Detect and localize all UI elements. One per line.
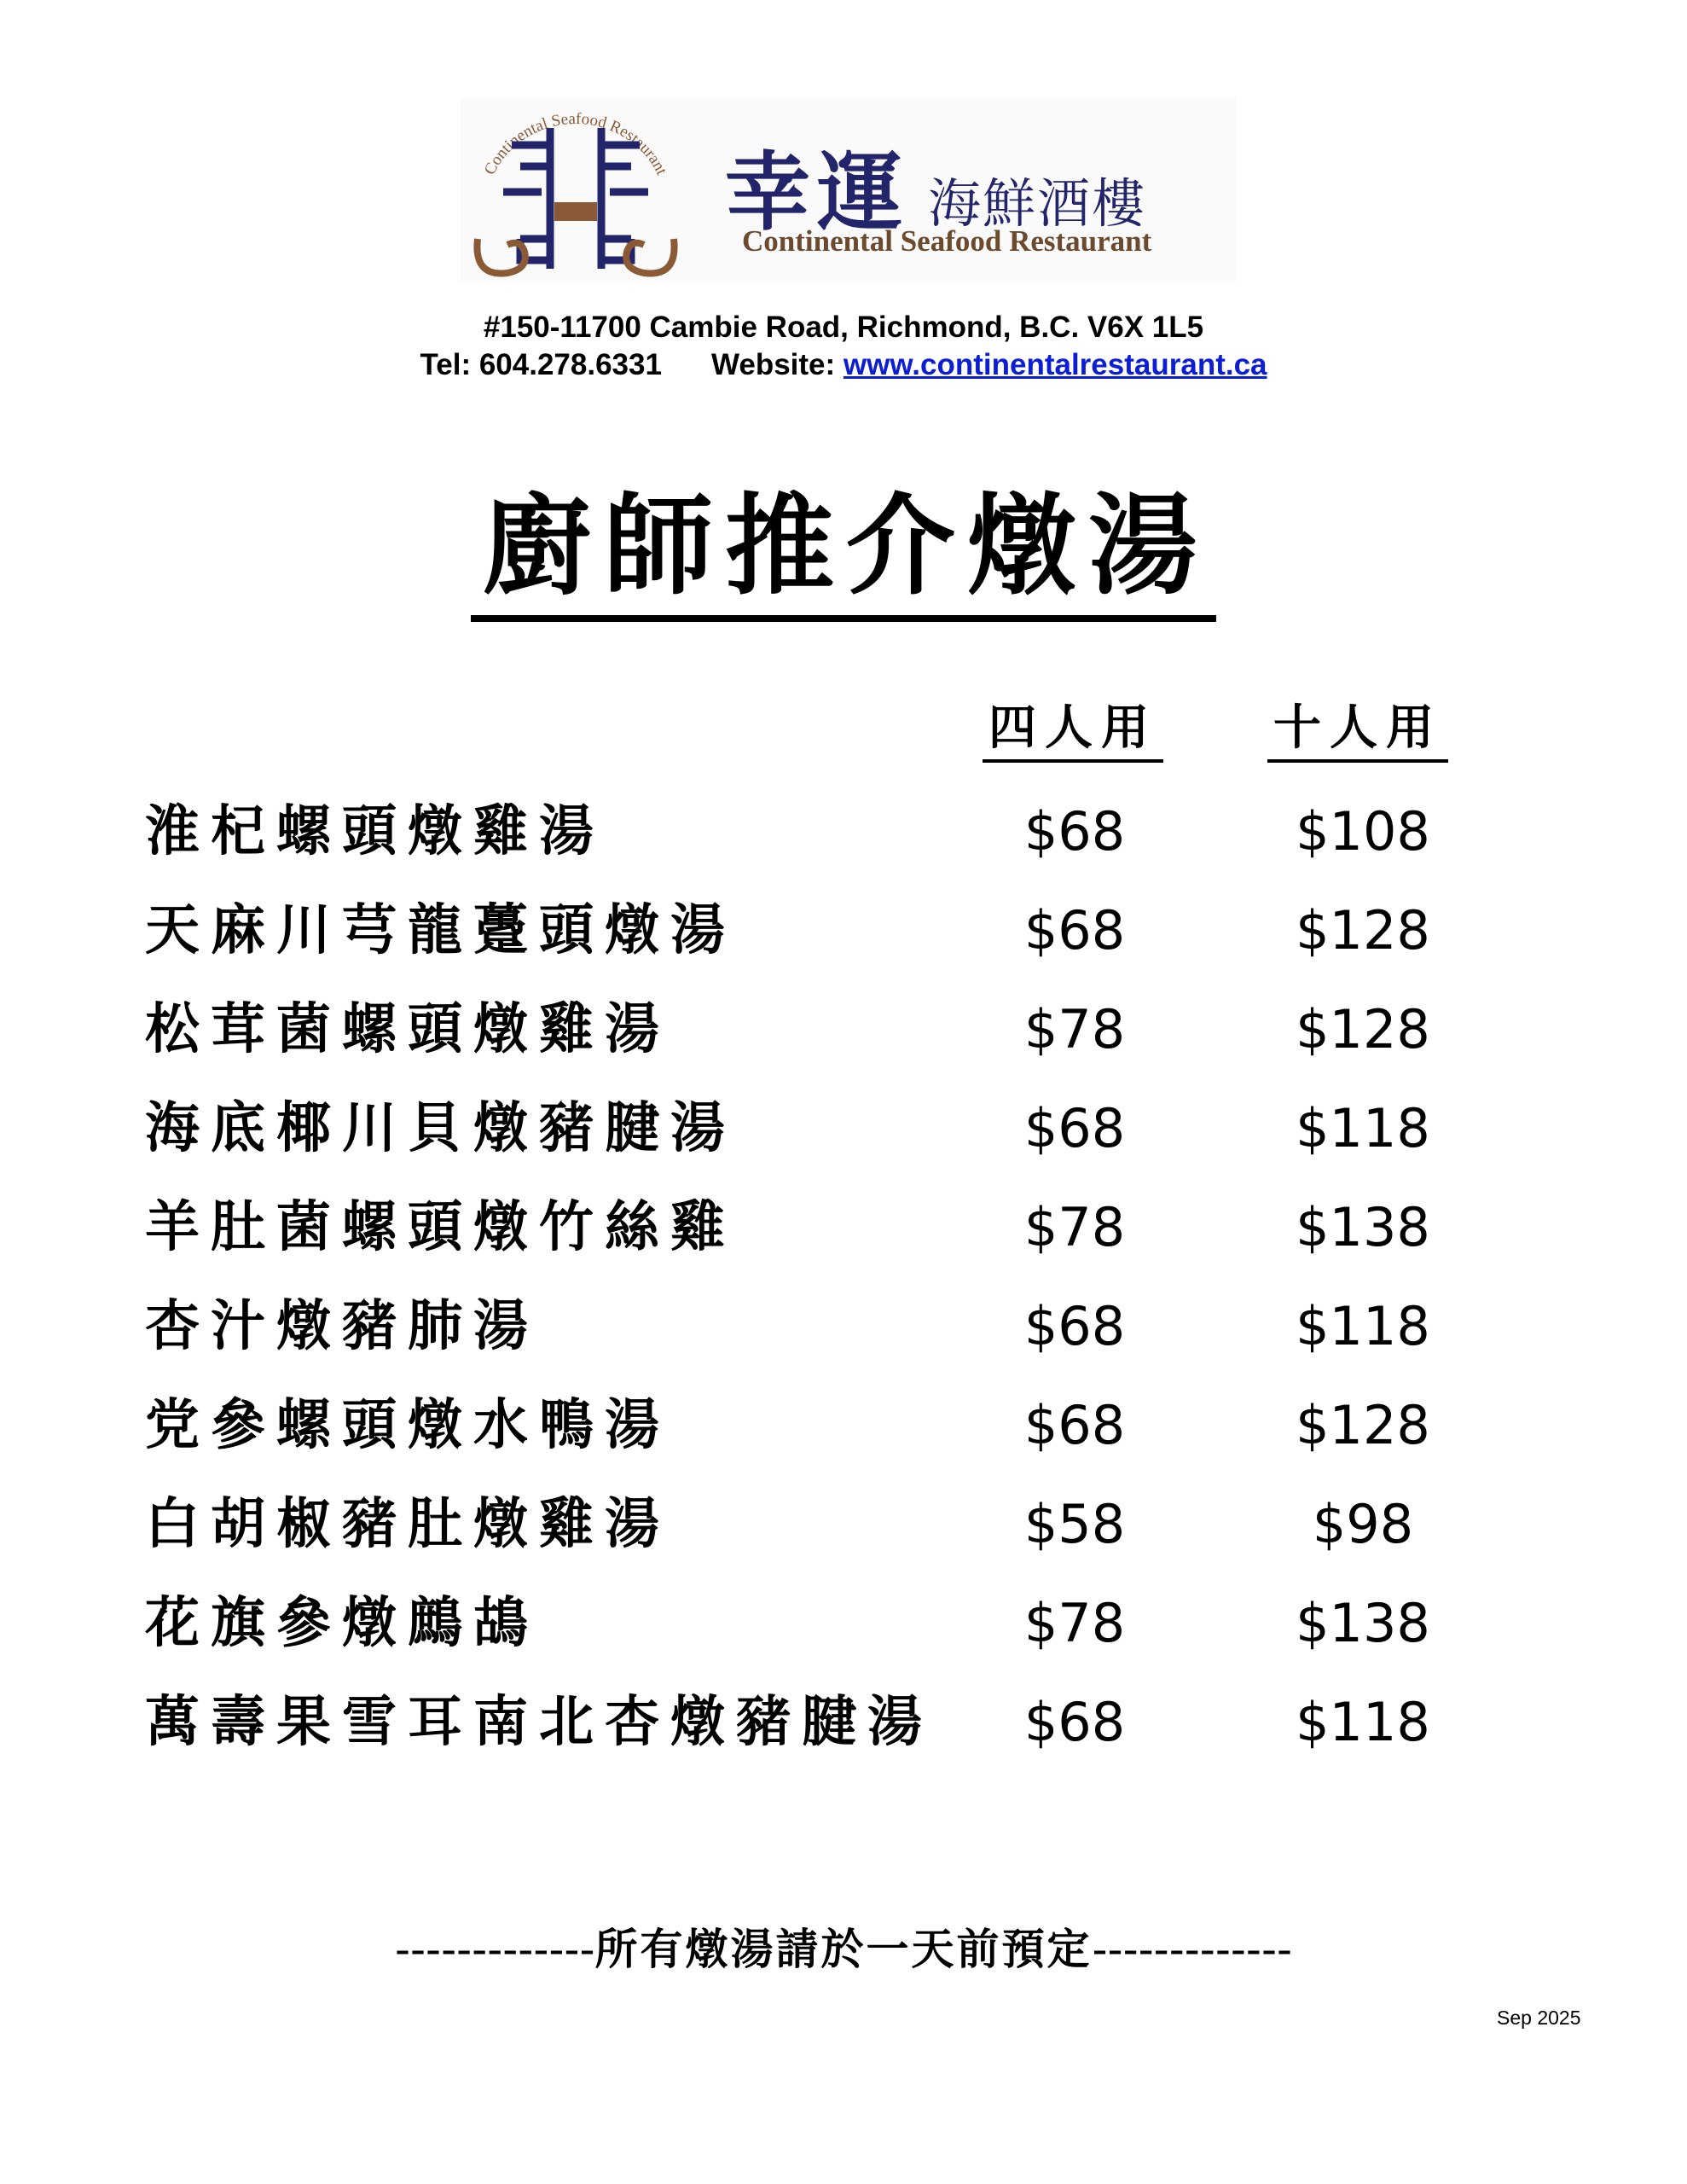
menu-row [145,1585,1475,1662]
restaurant-name-english: Continental Seafood Restaurant [742,224,1152,258]
price-serves-four: $68 [1023,800,1126,863]
website-link[interactable]: www.continentalrestaurant.ca [843,348,1267,381]
column-header-serves-ten: 十人用 [1267,700,1448,763]
price-serves-ten: $118 [1296,1097,1430,1159]
website-label: Website: [710,348,836,381]
dish-name: 海底椰川貝燉豬腱湯 [145,1096,736,1160]
brand-name-cn: 幸運 [725,142,909,242]
tel-number: 604.278.6331 [478,348,662,381]
menu-row [145,1486,1475,1563]
dish-name: 杏汁燉豬肺湯 [145,1294,539,1358]
contact-block [0,309,1687,384]
menu-date: Sep 2025 [1497,2007,1581,2029]
dish-name: 羊肚菌螺頭燉竹絲雞 [145,1195,736,1259]
dish-name: 花旗參燉鷓鴣 [145,1591,539,1655]
tel-label: Tel: [420,348,472,381]
page-title [0,482,1687,622]
price-serves-ten: $118 [1296,1295,1430,1357]
column-header-serves-four: 四人用 [983,700,1163,763]
price-serves-four: $68 [1023,899,1126,961]
menu-row [145,991,1475,1068]
price-serves-ten: $108 [1296,800,1430,863]
svg-text:Continental Seafood Restaurant: Continental Seafood Restaurant [480,109,671,178]
menu-row [145,1684,1475,1761]
price-serves-four: $78 [1023,998,1126,1060]
dish-name: 萬壽果雪耳南北杏燉豬腱湯 [145,1690,933,1754]
price-serves-ten: $138 [1296,1196,1430,1258]
dish-name: 党參螺頭燉水鴨湯 [145,1393,670,1457]
price-serves-four: $68 [1023,1394,1126,1456]
dish-name: 白胡椒豬肚燉雞湯 [145,1492,670,1556]
note-dashes-right: ------------- [1092,1925,1293,1974]
street-address: #150-11700 Cambie Road, Richmond, B.C. V6X 1L5 [483,311,1204,344]
dish-name: 淮杞螺頭燉雞湯 [145,799,605,863]
menu-row [145,793,1475,870]
advance-order-note [0,1920,1687,1979]
restaurant-emblem-icon [461,98,691,282]
dish-name: 天麻川芎龍躉頭燉湯 [145,898,736,962]
price-serves-four: $78 [1023,1196,1126,1258]
price-serves-four: $78 [1023,1592,1126,1654]
price-serves-four: $68 [1023,1295,1126,1357]
note-dashes-left: ------------- [394,1925,595,1974]
menu-row [145,892,1475,969]
price-serves-ten: $138 [1296,1592,1430,1654]
price-serves-ten: $128 [1296,998,1430,1060]
menu-row [145,1288,1475,1365]
menu-row [145,1090,1475,1167]
price-serves-ten: $98 [1312,1493,1414,1555]
brand-subname-cn: 海鮮酒樓 [928,172,1147,235]
price-serves-four: $68 [1023,1097,1126,1159]
restaurant-logo [461,98,1237,282]
menu-title: 廚師推介燉湯 [471,482,1216,622]
contact-line [0,346,1687,384]
price-serves-four: $58 [1023,1493,1126,1555]
note-text: 所有燉湯請於一天前預定 [594,1924,1093,1974]
price-serves-ten: $118 [1296,1691,1430,1753]
price-serves-ten: $128 [1296,1394,1430,1456]
menu-row [145,1387,1475,1464]
dish-name: 松茸菌螺頭燉雞湯 [145,997,670,1061]
price-serves-ten: $128 [1296,899,1430,961]
menu-row [145,1189,1475,1266]
price-serves-four: $68 [1023,1691,1126,1753]
